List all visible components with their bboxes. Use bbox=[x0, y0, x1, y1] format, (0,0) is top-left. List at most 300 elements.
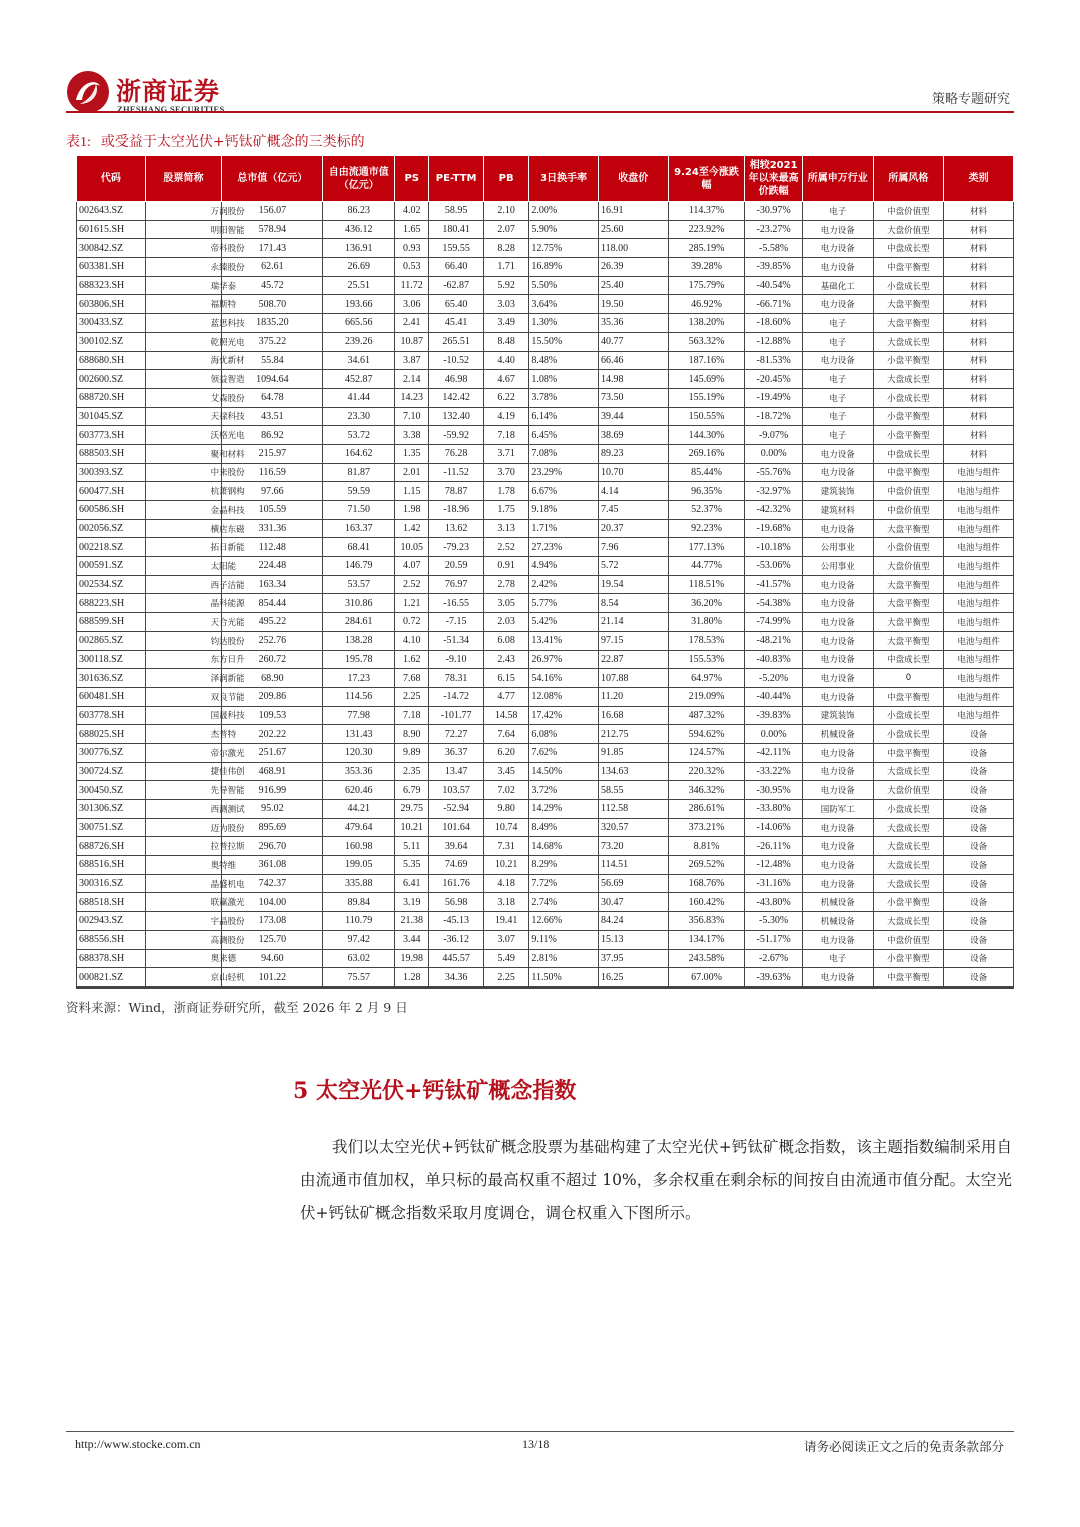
cell-pe-ttm: 65.40 bbox=[429, 295, 484, 314]
cell-turnover-3d: 5.90% bbox=[529, 220, 599, 239]
cell-ps: 1.65 bbox=[395, 220, 429, 239]
cell-drawdown-from-high: -43.80% bbox=[745, 893, 803, 912]
cell-drawdown-from-high: -40.54% bbox=[745, 276, 803, 295]
cell-sw-industry: 机械设备 bbox=[802, 912, 873, 931]
cell-total-mv: 173.08 bbox=[222, 912, 323, 931]
cell-pe-ttm: 76.97 bbox=[429, 575, 484, 594]
cell-turnover-3d: 11.50% bbox=[529, 968, 599, 987]
cell-close-price: 118.00 bbox=[598, 239, 668, 258]
cell-pe-ttm: 76.28 bbox=[429, 444, 484, 463]
cell-ps: 5.11 bbox=[395, 837, 429, 856]
cell-change-since-924: 39.28% bbox=[668, 258, 745, 277]
table-row bbox=[77, 613, 1014, 632]
cell-change-since-924: 243.58% bbox=[668, 949, 745, 968]
cell-close-price: 73.20 bbox=[598, 837, 668, 856]
cell-total-mv: 45.72 bbox=[222, 276, 323, 295]
table-row bbox=[77, 332, 1014, 351]
cell-name: 乾照光电 bbox=[145, 332, 222, 351]
cell-total-mv: 105.59 bbox=[222, 501, 323, 520]
cell-drawdown-from-high: -26.11% bbox=[745, 837, 803, 856]
cell-close-price: 26.39 bbox=[598, 258, 668, 277]
section-heading: 5 太空光伏+钙钛矿概念指数 bbox=[293, 1078, 577, 1104]
cell-sw-industry: 电子 bbox=[802, 388, 873, 407]
cell-total-mv: 331.36 bbox=[222, 519, 323, 538]
cell-sw-industry: 公用事业 bbox=[802, 557, 873, 576]
cell-turnover-3d: 26.97% bbox=[529, 650, 599, 669]
cell-style: 大盘成长型 bbox=[873, 818, 944, 837]
cell-close-price: 320.57 bbox=[598, 818, 668, 837]
cell-free-float-mv: 34.61 bbox=[323, 351, 395, 370]
cell-free-float-mv: 452.87 bbox=[323, 370, 395, 389]
cell-name: 金晶科技 bbox=[145, 501, 222, 520]
cell-close-price: 19.50 bbox=[598, 295, 668, 314]
cell-turnover-3d: 16.89% bbox=[529, 258, 599, 277]
cell-name: 宇晶股份 bbox=[145, 912, 222, 931]
cell-turnover-3d: 12.08% bbox=[529, 687, 599, 706]
cell-turnover-3d: 6.14% bbox=[529, 407, 599, 426]
table-row bbox=[77, 557, 1014, 576]
cell-pb: 7.02 bbox=[483, 781, 528, 800]
column-header: 代码 bbox=[77, 156, 146, 202]
cell-pb: 6.08 bbox=[483, 631, 528, 650]
cell-drawdown-from-high: -5.30% bbox=[745, 912, 803, 931]
cell-pb: 4.77 bbox=[483, 687, 528, 706]
cell-free-float-mv: 114.56 bbox=[323, 687, 395, 706]
cell-total-mv: 94.60 bbox=[222, 949, 323, 968]
cell-pe-ttm: 45.41 bbox=[429, 314, 484, 333]
cell-name: 钧达股份 bbox=[145, 631, 222, 650]
table-row bbox=[77, 314, 1014, 333]
cell-turnover-3d: 1.71% bbox=[529, 519, 599, 538]
cell-close-price: 14.98 bbox=[598, 370, 668, 389]
cell-name: 福斯特 bbox=[145, 295, 222, 314]
cell-total-mv: 251.67 bbox=[222, 743, 323, 762]
cell-pe-ttm: -62.87 bbox=[429, 276, 484, 295]
cell-style: 小盘成长型 bbox=[873, 725, 944, 744]
cell-close-price: 89.23 bbox=[598, 444, 668, 463]
cell-sw-industry: 国防军工 bbox=[802, 800, 873, 819]
cell-free-float-mv: 239.26 bbox=[323, 332, 395, 351]
column-header: 自由流通市值（亿元） bbox=[323, 156, 395, 202]
cell-total-mv: 1094.64 bbox=[222, 370, 323, 389]
table-row bbox=[77, 202, 1014, 221]
cell-drawdown-from-high: -74.99% bbox=[745, 613, 803, 632]
cell-pb: 2.03 bbox=[483, 613, 528, 632]
cell-turnover-3d: 2.42% bbox=[529, 575, 599, 594]
cell-turnover-3d: 17.42% bbox=[529, 706, 599, 725]
cell-pb: 2.10 bbox=[483, 202, 528, 221]
cell-sw-industry: 电子 bbox=[802, 949, 873, 968]
cell-pb: 2.07 bbox=[483, 220, 528, 239]
cell-pe-ttm: 36.37 bbox=[429, 743, 484, 762]
cell-drawdown-from-high: -14.06% bbox=[745, 818, 803, 837]
cell-style: 大盘成长型 bbox=[873, 837, 944, 856]
cell-change-since-924: 52.37% bbox=[668, 501, 745, 520]
cell-free-float-mv: 17.23 bbox=[323, 669, 395, 688]
cell-sw-industry: 建筑材料 bbox=[802, 501, 873, 520]
cell-drawdown-from-high: -48.21% bbox=[745, 631, 803, 650]
cell-style: 大盘平衡型 bbox=[873, 295, 944, 314]
cell-turnover-3d: 8.29% bbox=[529, 856, 599, 875]
cell-change-since-924: 44.77% bbox=[668, 557, 745, 576]
cell-sw-industry: 机械设备 bbox=[802, 725, 873, 744]
cell-pe-ttm: 180.41 bbox=[429, 220, 484, 239]
cell-sw-industry: 建筑装饰 bbox=[802, 706, 873, 725]
cell-drawdown-from-high: -40.83% bbox=[745, 650, 803, 669]
cell-name: 中来股份 bbox=[145, 463, 222, 482]
table-row bbox=[77, 351, 1014, 370]
cell-ps: 8.90 bbox=[395, 725, 429, 744]
cell-ps: 9.89 bbox=[395, 743, 429, 762]
cell-sw-industry: 电子 bbox=[802, 332, 873, 351]
cell-name: 横店东磁 bbox=[145, 519, 222, 538]
table-row bbox=[77, 463, 1014, 482]
cell-drawdown-from-high: -39.85% bbox=[745, 258, 803, 277]
cell-turnover-3d: 14.68% bbox=[529, 837, 599, 856]
cell-name: 明阳智能 bbox=[145, 220, 222, 239]
cell-category: 电池与组件 bbox=[944, 650, 1014, 669]
cell-sw-industry: 电力设备 bbox=[802, 631, 873, 650]
cell-total-mv: 1835.20 bbox=[222, 314, 323, 333]
cell-category: 电池与组件 bbox=[944, 613, 1014, 632]
cell-pb: 3.49 bbox=[483, 314, 528, 333]
cell-name: 捷佳伟创 bbox=[145, 762, 222, 781]
cell-name: 迈为股份 bbox=[145, 818, 222, 837]
cell-ps: 4.10 bbox=[395, 631, 429, 650]
cell-name: 先导智能 bbox=[145, 781, 222, 800]
table-row bbox=[77, 594, 1014, 613]
cell-free-float-mv: 59.59 bbox=[323, 482, 395, 501]
cell-name: 晶盛机电 bbox=[145, 874, 222, 893]
cell-sw-industry: 电力设备 bbox=[802, 594, 873, 613]
cell-change-since-924: 31.80% bbox=[668, 613, 745, 632]
cell-change-since-924: 563.32% bbox=[668, 332, 745, 351]
cell-ps: 2.01 bbox=[395, 463, 429, 482]
cell-pe-ttm: 13.47 bbox=[429, 762, 484, 781]
cell-free-float-mv: 71.50 bbox=[323, 501, 395, 520]
cell-close-price: 21.14 bbox=[598, 613, 668, 632]
cell-name: 晶科能源 bbox=[145, 594, 222, 613]
cell-sw-industry: 电力设备 bbox=[802, 519, 873, 538]
cell-total-mv: 116.59 bbox=[222, 463, 323, 482]
cell-total-mv: 215.97 bbox=[222, 444, 323, 463]
cell-pb: 7.18 bbox=[483, 426, 528, 445]
cell-pb: 4.40 bbox=[483, 351, 528, 370]
cell-total-mv: 101.22 bbox=[222, 968, 323, 987]
footer-website-link[interactable]: http://www.stocke.com.cn bbox=[75, 1437, 201, 1451]
table-row bbox=[77, 912, 1014, 931]
cell-category: 设备 bbox=[944, 800, 1014, 819]
cell-category: 材料 bbox=[944, 276, 1014, 295]
cell-close-price: 8.54 bbox=[598, 594, 668, 613]
cell-free-float-mv: 335.88 bbox=[323, 874, 395, 893]
cell-close-price: 15.13 bbox=[598, 930, 668, 949]
cell-sw-industry: 电力设备 bbox=[802, 295, 873, 314]
cell-category: 设备 bbox=[944, 837, 1014, 856]
cell-sw-industry: 基础化工 bbox=[802, 276, 873, 295]
cell-close-price: 16.91 bbox=[598, 202, 668, 221]
cell-category: 材料 bbox=[944, 202, 1014, 221]
table-caption bbox=[66, 131, 365, 151]
table-row bbox=[77, 968, 1014, 987]
cell-total-mv: 854.44 bbox=[222, 594, 323, 613]
cell-sw-industry: 电力设备 bbox=[802, 650, 873, 669]
table-row bbox=[77, 482, 1014, 501]
cell-pe-ttm: 159.55 bbox=[429, 239, 484, 258]
cell-code: 300751.SZ bbox=[77, 818, 146, 837]
cell-sw-industry: 电力设备 bbox=[802, 669, 873, 688]
cell-ps: 2.35 bbox=[395, 762, 429, 781]
cell-drawdown-from-high: -42.11% bbox=[745, 743, 803, 762]
cell-name: 东方日升 bbox=[145, 650, 222, 669]
cell-category: 电池与组件 bbox=[944, 482, 1014, 501]
cell-pb: 7.64 bbox=[483, 725, 528, 744]
cell-style: 大盘价值型 bbox=[873, 220, 944, 239]
cell-pe-ttm: 58.95 bbox=[429, 202, 484, 221]
cell-ps: 7.18 bbox=[395, 706, 429, 725]
cell-turnover-3d: 7.08% bbox=[529, 444, 599, 463]
cell-category: 电池与组件 bbox=[944, 463, 1014, 482]
cell-free-float-mv: 77.98 bbox=[323, 706, 395, 725]
cell-code: 688518.SH bbox=[77, 893, 146, 912]
cell-close-price: 56.69 bbox=[598, 874, 668, 893]
cell-change-since-924: 124.57% bbox=[668, 743, 745, 762]
cell-turnover-3d: 7.62% bbox=[529, 743, 599, 762]
table-row bbox=[77, 800, 1014, 819]
cell-category: 材料 bbox=[944, 351, 1014, 370]
cell-sw-industry: 电力设备 bbox=[802, 463, 873, 482]
cell-code: 002643.SZ bbox=[77, 202, 146, 221]
cell-turnover-3d: 54.16% bbox=[529, 669, 599, 688]
cell-drawdown-from-high: 0.00% bbox=[745, 725, 803, 744]
cell-ps: 7.68 bbox=[395, 669, 429, 688]
cell-free-float-mv: 195.78 bbox=[323, 650, 395, 669]
cell-turnover-3d: 15.50% bbox=[529, 332, 599, 351]
cell-category: 设备 bbox=[944, 874, 1014, 893]
cell-close-price: 37.95 bbox=[598, 949, 668, 968]
cell-ps: 2.41 bbox=[395, 314, 429, 333]
table-row bbox=[77, 930, 1014, 949]
cell-sw-industry: 电力设备 bbox=[802, 856, 873, 875]
cell-style: 大盘平衡型 bbox=[873, 631, 944, 650]
cell-pe-ttm: 132.40 bbox=[429, 407, 484, 426]
cell-style: 大盘成长型 bbox=[873, 370, 944, 389]
cell-category: 设备 bbox=[944, 949, 1014, 968]
cell-close-price: 7.96 bbox=[598, 538, 668, 557]
cell-style: 大盘成长型 bbox=[873, 874, 944, 893]
cell-code: 688556.SH bbox=[77, 930, 146, 949]
table-row bbox=[77, 856, 1014, 875]
cell-drawdown-from-high: -20.45% bbox=[745, 370, 803, 389]
cell-close-price: 25.60 bbox=[598, 220, 668, 239]
cell-ps: 6.41 bbox=[395, 874, 429, 893]
cell-total-mv: 578.94 bbox=[222, 220, 323, 239]
cell-code: 002865.SZ bbox=[77, 631, 146, 650]
cell-pb: 3.45 bbox=[483, 762, 528, 781]
cell-free-float-mv: 479.64 bbox=[323, 818, 395, 837]
cell-total-mv: 260.72 bbox=[222, 650, 323, 669]
cell-pe-ttm: 101.64 bbox=[429, 818, 484, 837]
cell-pb: 2.43 bbox=[483, 650, 528, 669]
cell-turnover-3d: 3.64% bbox=[529, 295, 599, 314]
column-header: PB bbox=[483, 156, 528, 202]
table-row bbox=[77, 837, 1014, 856]
cell-category: 电池与组件 bbox=[944, 669, 1014, 688]
cell-name: 聚和材料 bbox=[145, 444, 222, 463]
cell-total-mv: 112.48 bbox=[222, 538, 323, 557]
cell-close-price: 73.50 bbox=[598, 388, 668, 407]
cell-change-since-924: 168.76% bbox=[668, 874, 745, 893]
cell-drawdown-from-high: -54.38% bbox=[745, 594, 803, 613]
cell-turnover-3d: 2.00% bbox=[529, 202, 599, 221]
table-row bbox=[77, 874, 1014, 893]
cell-turnover-3d: 3.72% bbox=[529, 781, 599, 800]
table-row bbox=[77, 669, 1014, 688]
cell-free-float-mv: 63.02 bbox=[323, 949, 395, 968]
cell-change-since-924: 356.83% bbox=[668, 912, 745, 931]
cell-pe-ttm: 39.64 bbox=[429, 837, 484, 856]
cell-close-price: 66.46 bbox=[598, 351, 668, 370]
cell-turnover-3d: 27.23% bbox=[529, 538, 599, 557]
cell-style: 0 bbox=[873, 669, 944, 688]
cell-style: 大盘价值型 bbox=[873, 781, 944, 800]
cell-pe-ttm: 78.87 bbox=[429, 482, 484, 501]
cell-drawdown-from-high: -42.32% bbox=[745, 501, 803, 520]
cell-style: 大盘平衡型 bbox=[873, 613, 944, 632]
cell-pb: 3.13 bbox=[483, 519, 528, 538]
cell-ps: 3.38 bbox=[395, 426, 429, 445]
cell-name: 京山轻机 bbox=[145, 968, 222, 987]
cell-code: 603778.SH bbox=[77, 706, 146, 725]
cell-drawdown-from-high: -55.76% bbox=[745, 463, 803, 482]
table-row bbox=[77, 388, 1014, 407]
cell-category: 设备 bbox=[944, 725, 1014, 744]
cell-ps: 11.72 bbox=[395, 276, 429, 295]
cell-turnover-3d: 1.08% bbox=[529, 370, 599, 389]
cell-change-since-924: 114.37% bbox=[668, 202, 745, 221]
cell-sw-industry: 电力设备 bbox=[802, 444, 873, 463]
logo-mark-icon bbox=[66, 70, 110, 114]
cell-pb: 9.80 bbox=[483, 800, 528, 819]
cell-sw-industry: 电子 bbox=[802, 426, 873, 445]
table-row bbox=[77, 781, 1014, 800]
cell-category: 电池与组件 bbox=[944, 501, 1014, 520]
cell-code: 301306.SZ bbox=[77, 800, 146, 819]
cell-name: 蓝思科技 bbox=[145, 314, 222, 333]
cell-turnover-3d: 7.72% bbox=[529, 874, 599, 893]
cell-code: 000591.SZ bbox=[77, 557, 146, 576]
cell-code: 688599.SH bbox=[77, 613, 146, 632]
cell-free-float-mv: 89.84 bbox=[323, 893, 395, 912]
cell-category: 设备 bbox=[944, 912, 1014, 931]
cell-pe-ttm: 78.31 bbox=[429, 669, 484, 688]
cell-code: 688323.SH bbox=[77, 276, 146, 295]
cell-pb: 7.31 bbox=[483, 837, 528, 856]
cell-free-float-mv: 163.37 bbox=[323, 519, 395, 538]
cell-total-mv: 64.78 bbox=[222, 388, 323, 407]
cell-style: 小盘成长型 bbox=[873, 800, 944, 819]
cell-style: 中盘成长型 bbox=[873, 444, 944, 463]
cell-free-float-mv: 41.44 bbox=[323, 388, 395, 407]
cell-close-price: 107.88 bbox=[598, 669, 668, 688]
cell-drawdown-from-high: -32.97% bbox=[745, 482, 803, 501]
cell-turnover-3d: 8.49% bbox=[529, 818, 599, 837]
cell-code: 002943.SZ bbox=[77, 912, 146, 931]
cell-pb: 19.41 bbox=[483, 912, 528, 931]
cell-pe-ttm: -14.72 bbox=[429, 687, 484, 706]
cell-sw-industry: 建筑装饰 bbox=[802, 482, 873, 501]
logo-chinese-name: 浙商证券 bbox=[116, 77, 221, 106]
cell-category: 材料 bbox=[944, 388, 1014, 407]
cell-name: 领益智造 bbox=[145, 370, 222, 389]
cell-change-since-924: 96.35% bbox=[668, 482, 745, 501]
cell-total-mv: 109.53 bbox=[222, 706, 323, 725]
table-row bbox=[77, 276, 1014, 295]
cell-sw-industry: 公用事业 bbox=[802, 538, 873, 557]
cell-category: 设备 bbox=[944, 743, 1014, 762]
cell-code: 300393.SZ bbox=[77, 463, 146, 482]
cell-ps: 1.62 bbox=[395, 650, 429, 669]
stock-table bbox=[76, 155, 1014, 987]
table-row bbox=[77, 426, 1014, 445]
cell-pb: 2.52 bbox=[483, 538, 528, 557]
cell-sw-industry: 电力设备 bbox=[802, 968, 873, 987]
column-header: 所属申万行业 bbox=[802, 156, 873, 202]
cell-sw-industry: 电力设备 bbox=[802, 575, 873, 594]
cell-style: 中盘平衡型 bbox=[873, 968, 944, 987]
cell-free-float-mv: 193.66 bbox=[323, 295, 395, 314]
cell-close-price: 25.40 bbox=[598, 276, 668, 295]
cell-pe-ttm: 20.59 bbox=[429, 557, 484, 576]
table-row bbox=[77, 295, 1014, 314]
cell-name: 西测测试 bbox=[145, 800, 222, 819]
cell-name: 拓日新能 bbox=[145, 538, 222, 557]
cell-name: 联赢激光 bbox=[145, 893, 222, 912]
cell-pe-ttm: 46.98 bbox=[429, 370, 484, 389]
cell-ps: 3.44 bbox=[395, 930, 429, 949]
cell-free-float-mv: 97.42 bbox=[323, 930, 395, 949]
table-row bbox=[77, 706, 1014, 725]
cell-free-float-mv: 110.79 bbox=[323, 912, 395, 931]
cell-drawdown-from-high: -40.44% bbox=[745, 687, 803, 706]
cell-sw-industry: 电力设备 bbox=[802, 743, 873, 762]
cell-style: 大盘平衡型 bbox=[873, 314, 944, 333]
cell-close-price: 212.75 bbox=[598, 725, 668, 744]
cell-turnover-3d: 1.30% bbox=[529, 314, 599, 333]
column-header: 股票简称 bbox=[145, 156, 222, 202]
cell-style: 中盘平衡型 bbox=[873, 743, 944, 762]
cell-free-float-mv: 199.05 bbox=[323, 856, 395, 875]
cell-code: 002218.SZ bbox=[77, 538, 146, 557]
cell-sw-industry: 电力设备 bbox=[802, 837, 873, 856]
cell-pb: 8.48 bbox=[483, 332, 528, 351]
cell-ps: 14.23 bbox=[395, 388, 429, 407]
cell-pb: 10.74 bbox=[483, 818, 528, 837]
footer-divider bbox=[66, 1431, 1014, 1432]
cell-total-mv: 224.48 bbox=[222, 557, 323, 576]
cell-category: 材料 bbox=[944, 239, 1014, 258]
cell-ps: 7.10 bbox=[395, 407, 429, 426]
cell-ps: 1.28 bbox=[395, 968, 429, 987]
cell-code: 603381.SH bbox=[77, 258, 146, 277]
cell-pb: 8.28 bbox=[483, 239, 528, 258]
cell-total-mv: 62.61 bbox=[222, 258, 323, 277]
cell-name: 艾森股份 bbox=[145, 388, 222, 407]
table-row bbox=[77, 631, 1014, 650]
cell-name: 双良节能 bbox=[145, 687, 222, 706]
cell-pb: 3.70 bbox=[483, 463, 528, 482]
cell-name: 拉普拉斯 bbox=[145, 837, 222, 856]
